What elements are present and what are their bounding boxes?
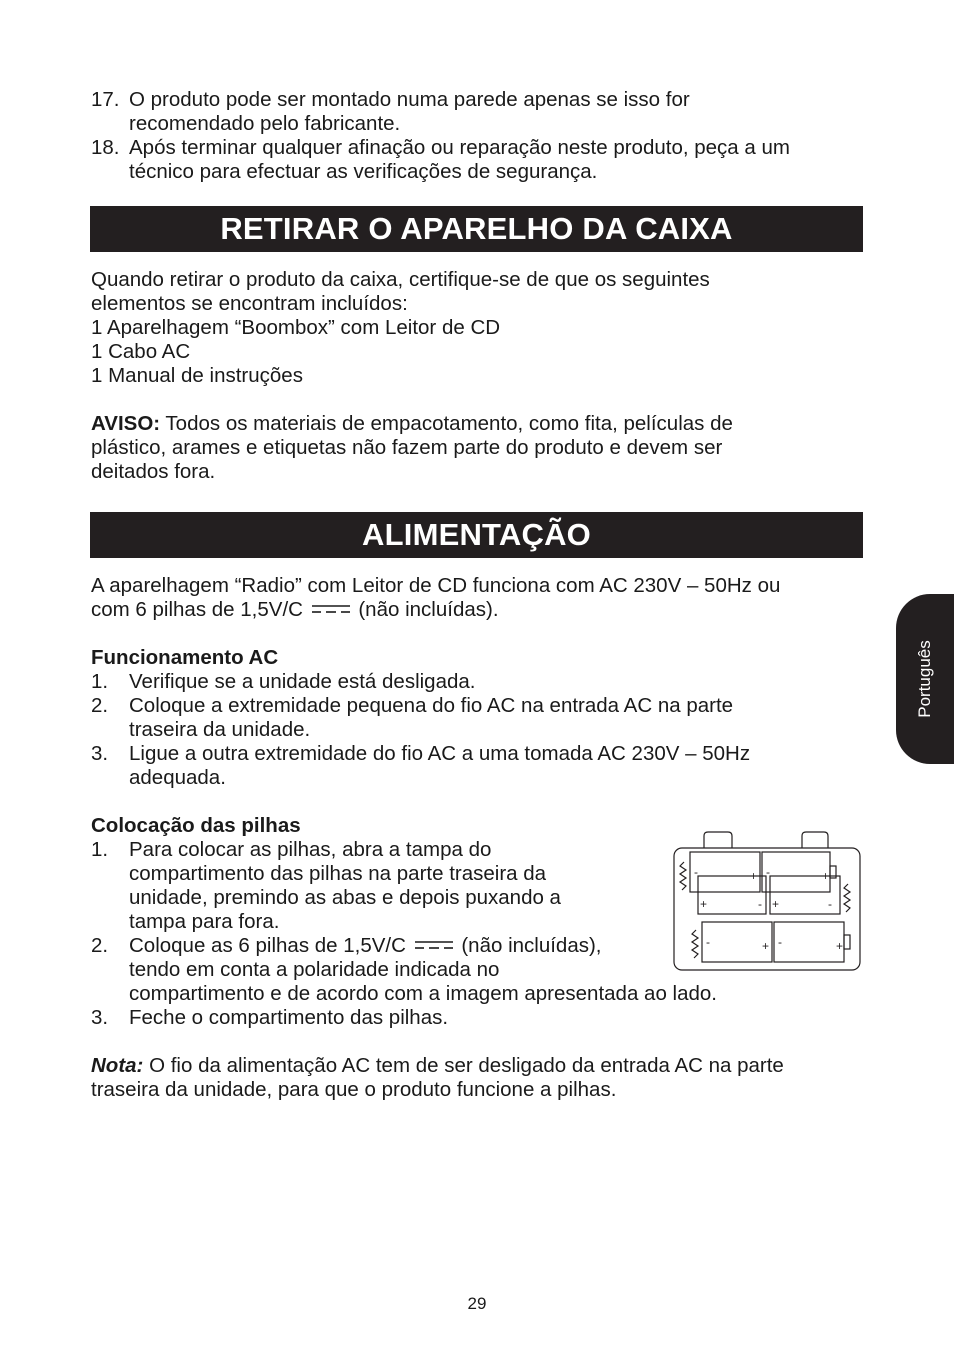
svg-text:+: +: [836, 939, 844, 953]
note-text: O fio da alimentação AC tem de ser desligado da entrada AC na parte: [143, 1054, 784, 1077]
list-item-text: Coloque a extremidade pequena do fio AC na entrada AC na parte: [129, 694, 734, 717]
section-heading-power: ALIMENTAÇÃO: [90, 512, 863, 558]
list-item-text: O produto pode ser montado numa parede apenas se isso for: [129, 88, 690, 111]
list-item-text: Coloque as 6 pilhas de 1,5V/C: [129, 934, 406, 957]
list-number: 17.: [91, 88, 120, 111]
svg-text:-: -: [828, 897, 832, 911]
warning-text: Todos os materiais de empacotamento, como fita, películas de: [160, 412, 733, 435]
list-item-text: (não incluídas),: [461, 934, 602, 957]
list-item-text: recomendado pelo fabricante.: [129, 112, 401, 135]
svg-text:+: +: [762, 939, 770, 953]
list-number: 18.: [91, 136, 120, 159]
list-item-text: tampa para fora.: [129, 910, 280, 933]
list-item-text: compartimento e de acordo com a imagem apresentada ao lado.: [129, 982, 718, 1005]
list-number: 3.: [91, 742, 109, 765]
list-item-text: unidade, premindo as abas e depois puxando a: [129, 886, 561, 909]
list-item-text: técnico para efectuar as verificações de segurança.: [129, 160, 598, 183]
svg-text:-: -: [766, 865, 770, 879]
note-text: traseira da unidade, para que o produto funcione a pilhas.: [91, 1078, 617, 1101]
list-item-text: Ligue a outra extremidade do fio AC a uma tomada AC 230V – 50Hz: [129, 742, 751, 765]
svg-text:-: -: [778, 935, 782, 949]
paragraph-line: A aparelhagem “Radio” com Leitor de CD funciona com AC 230V – 50Hz ou: [91, 574, 781, 597]
dc-symbol-icon: [415, 939, 453, 951]
svg-text:-: -: [706, 935, 710, 949]
language-side-tab: [896, 594, 954, 764]
note-label: Nota:: [91, 1054, 144, 1077]
paragraph-line: elementos se encontram incluídos:: [91, 292, 408, 315]
subheading-ac-operation: Funcionamento AC: [91, 646, 279, 669]
svg-text:-: -: [758, 897, 762, 911]
warning-text: plástico, arames e etiquetas não fazem parte do produto e devem ser: [91, 436, 723, 459]
paragraph-line: 1 Manual de instruções: [91, 364, 303, 387]
warning-text: deitados fora.: [91, 460, 216, 483]
svg-text:+: +: [822, 869, 830, 883]
subheading-battery-installation: Colocação das pilhas: [91, 814, 301, 837]
language-tab-label: Português: [915, 640, 934, 718]
section-heading-unpacking: RETIRAR O APARELHO DA CAIXA: [90, 206, 863, 252]
paragraph-line: Quando retirar o produto da caixa, certifique-se de que os seguintes: [91, 268, 710, 291]
list-number: 2.: [91, 934, 109, 957]
svg-text:+: +: [750, 869, 758, 883]
warning-label: AVISO:: [91, 412, 161, 435]
list-item-text: Para colocar as pilhas, abra a tampa do: [129, 838, 492, 861]
paragraph-line: 1 Cabo AC: [91, 340, 191, 363]
list-item-text: compartimento das pilhas na parte traseira da: [129, 862, 547, 885]
battery-compartment-diagram: [672, 828, 862, 972]
list-item-text: tendo em conta a polaridade indicada no: [129, 958, 500, 981]
paragraph-text: (não incluídas).: [358, 598, 499, 621]
list-number: 1.: [91, 670, 109, 693]
paragraph-line: 1 Aparelhagem “Boombox” com Leitor de CD: [91, 316, 501, 339]
list-number: 1.: [91, 838, 109, 861]
svg-text:+: +: [700, 897, 708, 911]
list-item-text: Feche o compartimento das pilhas.: [129, 1006, 449, 1029]
dc-symbol-icon: [312, 603, 350, 615]
list-item-text: Após terminar qualquer afinação ou reparação neste produto, peça a um: [129, 136, 790, 159]
list-item-text: traseira da unidade.: [129, 718, 311, 741]
list-item-text: Verifique se a unidade está desligada.: [129, 670, 476, 693]
list-number: 3.: [91, 1006, 109, 1029]
svg-text:-: -: [694, 865, 698, 879]
paragraph-text: com 6 pilhas de 1,5V/C: [91, 598, 303, 621]
svg-text:+: +: [772, 897, 780, 911]
list-item-text: adequada.: [129, 766, 226, 789]
list-number: 2.: [91, 694, 109, 717]
page-number: 29: [467, 1294, 487, 1313]
